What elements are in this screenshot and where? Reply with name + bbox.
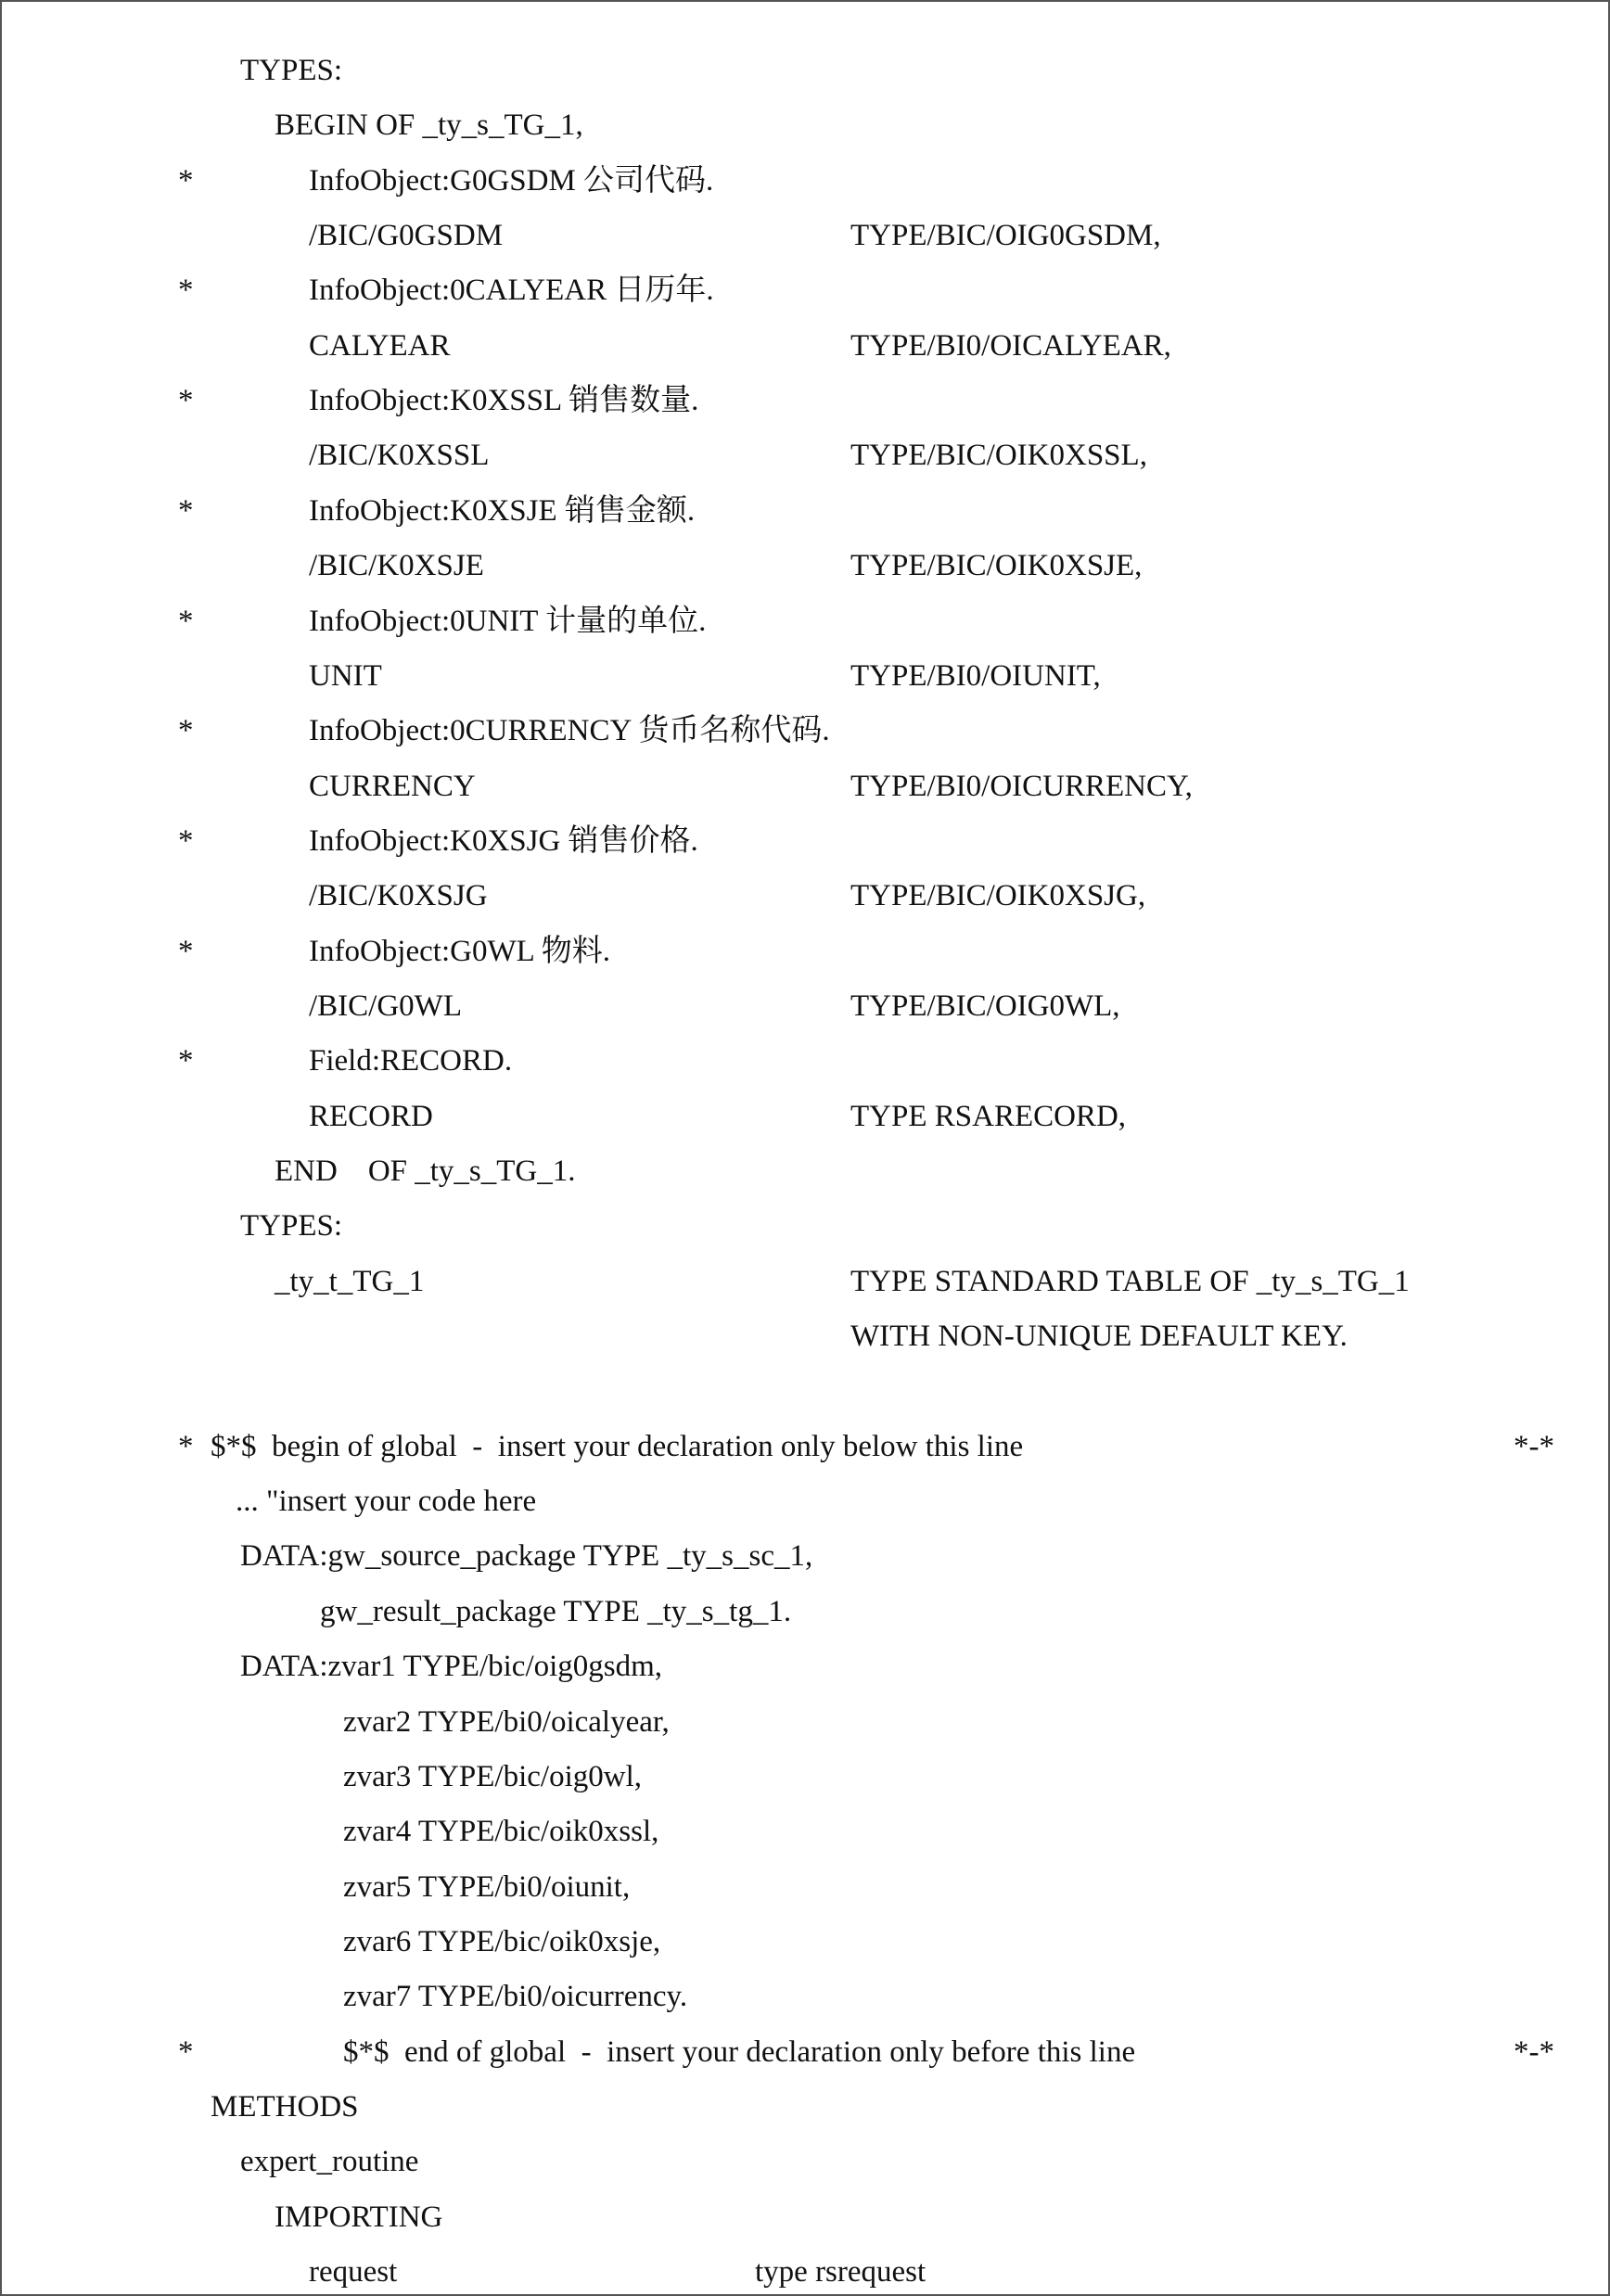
type-declaration: TYPE STANDARD TABLE OF _ty_s_TG_1 bbox=[850, 1264, 1410, 1298]
code-text: DATA:zvar1 TYPE/bic/oig0gsdm, bbox=[240, 1650, 663, 1684]
comment-end-marker: *-* bbox=[1514, 2035, 1554, 2069]
code-text: ... "insert your code here bbox=[236, 1485, 537, 1519]
code-text: InfoObject:0CALYEAR 日历年. bbox=[309, 274, 714, 308]
code-text: $*$ end of global - insert your declaration only before this line bbox=[343, 2035, 1136, 2069]
comment-marker: * bbox=[178, 384, 194, 418]
code-text: RECORD bbox=[309, 1099, 433, 1133]
code-text: zvar3 TYPE/bic/oig0wl, bbox=[343, 1759, 643, 1793]
code-text: InfoObject:K0XSJE 销售金额. bbox=[309, 493, 696, 528]
comment-marker: * bbox=[178, 163, 194, 198]
code-text: zvar2 TYPE/bi0/oicalyear, bbox=[343, 1704, 670, 1739]
code-text: InfoObject:G0WL 物料. bbox=[309, 934, 611, 968]
type-declaration: TYPE/BI0/OICURRENCY, bbox=[850, 769, 1193, 803]
code-text: InfoObject:K0XSJG 销售价格. bbox=[309, 823, 698, 858]
type-declaration: TYPE/BIC/OIK0XSJE, bbox=[850, 549, 1143, 583]
code-text: DATA:gw_source_package TYPE _ty_s_sc_1, bbox=[240, 1539, 813, 1574]
comment-marker: * bbox=[178, 2035, 194, 2069]
type-declaration: TYPE/BIC/OIK0XSSL, bbox=[850, 439, 1147, 473]
type-declaration: TYPE/BI0/OICALYEAR, bbox=[850, 328, 1171, 363]
code-text: TYPES: bbox=[240, 54, 343, 87]
comment-marker: * bbox=[178, 1429, 194, 1463]
comment-marker: * bbox=[178, 604, 194, 638]
code-text: /BIC/G0WL bbox=[309, 989, 462, 1023]
code-text: expert_routine bbox=[240, 2145, 419, 2179]
type-declaration: TYPE/BI0/OIUNIT, bbox=[850, 658, 1101, 693]
type-declaration: TYPE/BIC/OIK0XSJG, bbox=[850, 879, 1146, 913]
code-text: IMPORTING bbox=[275, 2200, 443, 2234]
comment-marker: * bbox=[178, 1044, 194, 1078]
code-text: $*$ begin of global - insert your declaration only below this line bbox=[211, 1429, 1024, 1463]
code-text: InfoObject:G0GSDM 公司代码. bbox=[309, 163, 714, 198]
code-text: BEGIN OF _ty_s_TG_1, bbox=[275, 108, 583, 143]
type-declaration: TYPE/BIC/OIG0WL, bbox=[850, 989, 1120, 1023]
code-text: TYPES: bbox=[240, 1209, 343, 1244]
comment-marker: * bbox=[178, 493, 194, 528]
code-text: request bbox=[309, 2255, 398, 2289]
code-text: gw_result_package TYPE _ty_s_tg_1. bbox=[320, 1594, 792, 1628]
type-declaration: type rsrequest bbox=[755, 2255, 926, 2289]
comment-marker: * bbox=[178, 714, 194, 748]
comment-marker: * bbox=[178, 934, 194, 968]
code-text: /BIC/G0GSDM bbox=[309, 219, 504, 253]
code-text: InfoObject:0CURRENCY 货币名称代码. bbox=[309, 714, 830, 748]
code-text: zvar4 TYPE/bic/oik0xssl, bbox=[343, 1815, 659, 1849]
code-text: Field:RECORD. bbox=[309, 1044, 513, 1078]
comment-end-marker: *-* bbox=[1514, 1429, 1554, 1463]
code-text: /BIC/K0XSSL bbox=[309, 439, 490, 473]
comment-marker: * bbox=[178, 274, 194, 308]
type-declaration: TYPE RSARECORD, bbox=[850, 1099, 1127, 1133]
code-text: /BIC/K0XSJE bbox=[309, 549, 484, 583]
comment-marker: * bbox=[178, 823, 194, 858]
type-declaration: WITH NON-UNIQUE DEFAULT KEY. bbox=[850, 1320, 1348, 1354]
code-text: InfoObject:0UNIT 计量的单位. bbox=[309, 604, 707, 638]
code-text: UNIT bbox=[309, 658, 382, 693]
code-text: zvar7 TYPE/bi0/oicurrency. bbox=[343, 1980, 688, 2014]
code-text: zvar5 TYPE/bi0/oiunit, bbox=[343, 1869, 631, 1904]
code-text: _ty_t_TG_1 bbox=[275, 1264, 425, 1298]
code-text: zvar6 TYPE/bic/oik0xsje, bbox=[343, 1924, 661, 1958]
code-text: METHODS bbox=[211, 2089, 359, 2124]
code-text: /BIC/K0XSJG bbox=[309, 879, 488, 913]
code-text: CALYEAR bbox=[309, 328, 451, 363]
type-declaration: TYPE/BIC/OIG0GSDM, bbox=[850, 219, 1161, 253]
code-text: END OF _ty_s_TG_1. bbox=[275, 1154, 576, 1188]
code-text: InfoObject:K0XSSL 销售数量. bbox=[309, 384, 699, 418]
code-text: CURRENCY bbox=[309, 769, 476, 803]
